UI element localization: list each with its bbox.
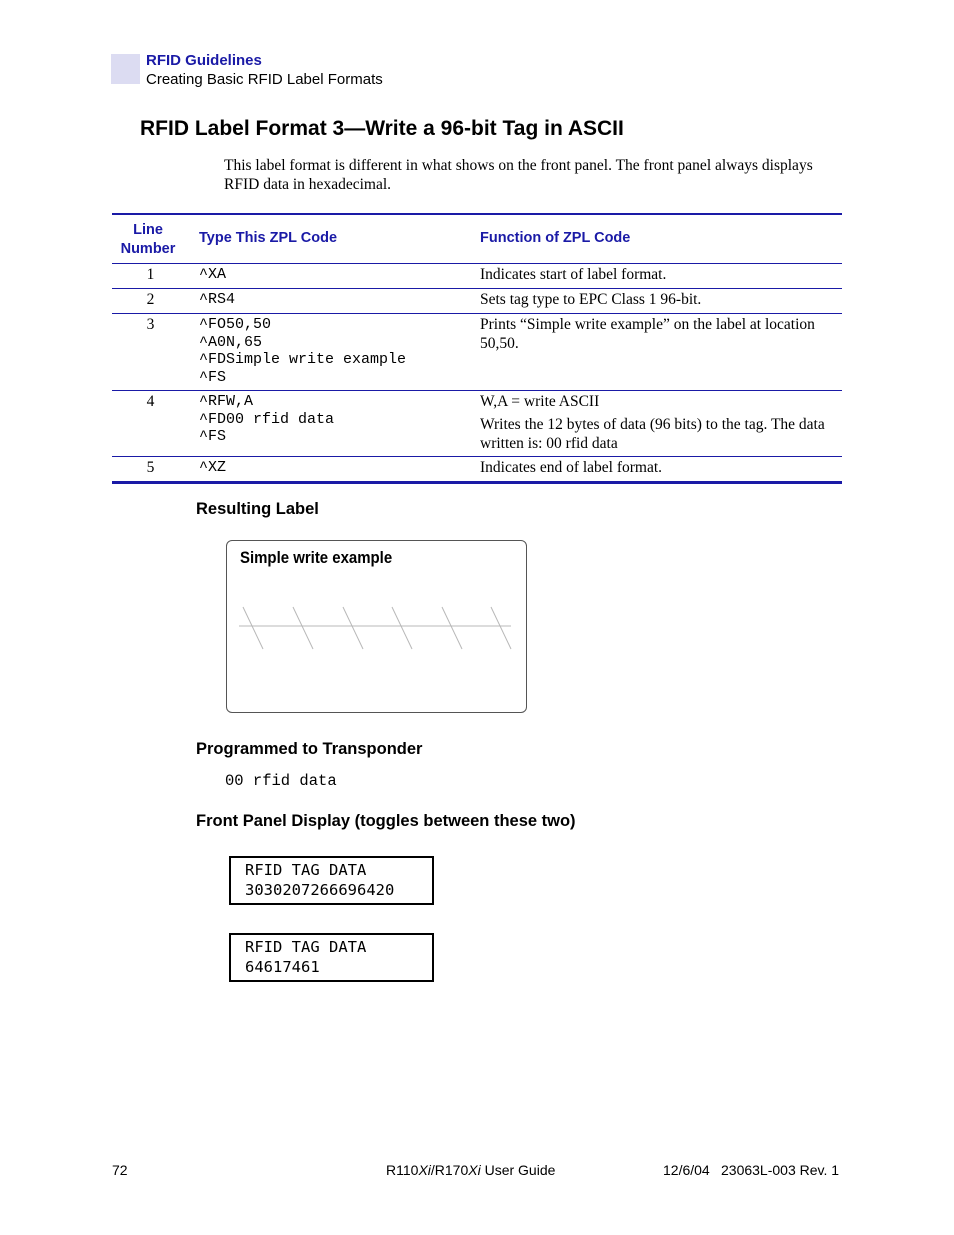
guide-title: [386, 1162, 555, 1178]
row-code: ^RS4: [199, 291, 236, 308]
header-code: Type This ZPL Code: [199, 230, 338, 246]
page-title: RFID Label Format 3—Write a 96-bit Tag in ASCII: [140, 117, 624, 140]
row-function-line: W,A = write ASCII: [480, 393, 600, 410]
row-code: ^RFW,A ^FD00 rfid data ^FS: [199, 393, 335, 445]
row-code: ^XZ: [199, 459, 227, 476]
table-row: [112, 264, 842, 288]
transponder-heading: Programmed to Transponder: [196, 740, 423, 758]
front-panel-heading: Front Panel Display (toggles between these two): [196, 812, 576, 830]
header-line-number: Line Number: [120, 222, 176, 257]
subsection-title: Creating Basic RFID Label Formats: [146, 71, 383, 88]
table-row: [112, 313, 842, 390]
display-line-1: RFID TAG DATA: [245, 938, 367, 956]
footer-date: 12/6/04: [663, 1162, 710, 1178]
intro-paragraph: This label format is different in what shows on the front panel. The front panel always displays RFID data in hexadecimal.: [224, 157, 813, 193]
row-code: ^XA: [199, 266, 227, 283]
display-line-2: 3030207266696420: [245, 881, 395, 899]
rfid-antenna-icon: [239, 605, 514, 651]
row-function-line: Writes the 12 bytes of data (96 bits) to the tag. The data written is: 00 rfid data: [480, 416, 825, 452]
row-code: ^FO50,50 ^A0N,65 ^FDSimple write example ^FS: [199, 316, 407, 386]
header-marker: [111, 54, 140, 84]
row-function: Indicates start of label format.: [480, 266, 667, 283]
label-preview-text: Simple write example: [240, 548, 393, 567]
row-function: [480, 392, 840, 453]
page-number: 72: [112, 1162, 128, 1178]
front-panel-display-2: [229, 933, 434, 982]
row-number: 4: [146, 393, 155, 410]
front-panel-display-1: [229, 856, 434, 905]
section-title: RFID Guidelines: [146, 52, 262, 69]
row-number: 5: [146, 459, 155, 476]
guide-title-part: R110: [386, 1162, 419, 1178]
display-line-1: RFID TAG DATA: [245, 861, 367, 879]
header-function: Function of ZPL Code: [480, 230, 631, 246]
label-preview: [226, 540, 527, 713]
display-line-2: 64617461: [245, 958, 320, 976]
row-number: 1: [146, 266, 155, 283]
row-number: 3: [146, 316, 155, 333]
table-row: [112, 288, 842, 313]
row-function: Indicates end of label format.: [480, 459, 663, 476]
table-row: [112, 456, 842, 481]
footer-doc-number: 23063L-003 Rev. 1: [721, 1162, 840, 1178]
zpl-code-table: [112, 213, 842, 484]
guide-title-part: Xi: [468, 1162, 481, 1178]
guide-title-part: User Guide: [480, 1162, 556, 1178]
table-row: [112, 390, 842, 456]
row-function: Sets tag type to EPC Class 1 96-bit.: [480, 291, 702, 308]
table-header-row: [112, 215, 842, 264]
row-number: 2: [146, 291, 155, 308]
guide-title-part: Xi: [418, 1162, 431, 1178]
resulting-label-heading: Resulting Label: [196, 500, 319, 518]
guide-title-part: /R170: [430, 1162, 469, 1178]
transponder-data: 00 rfid data: [225, 772, 337, 790]
row-function: Prints “Simple write example” on the label at location 50,50.: [480, 316, 815, 352]
